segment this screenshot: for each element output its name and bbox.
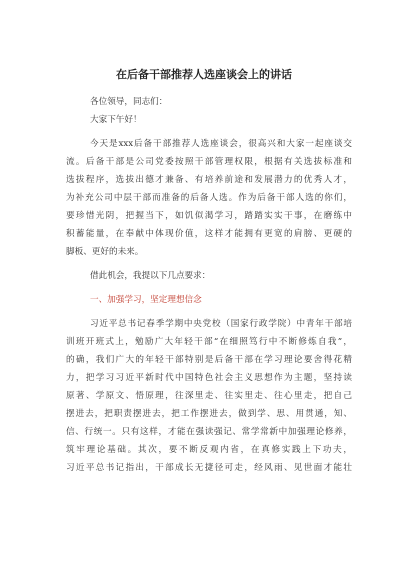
document-title: 在后备干部推荐人选座谈会上的讲话 [116, 68, 292, 81]
paragraph-1-line: 选拔程序，选拔出德才兼备、有培养前途和发展潜力的优秀人才， [66, 175, 352, 185]
paragraph-1-line: 今天是xxx后备干部推荐人选座谈会，很高兴和大家一起座谈交 [90, 139, 352, 149]
paragraph-2: 借此机会，我提以下几点要求： [90, 271, 211, 281]
salutation: 大家下午好！ [90, 115, 142, 125]
paragraph-3-line: 原著、学原文、悟原理，往深里走、往实里走、往心里走，把自己 [66, 391, 352, 401]
paragraph-3-line: 力，把学习习近平新时代中国特色社会主义思想作为主题，坚持读 [66, 373, 352, 383]
paragraph-3-line: 习近平总书记春季学期中央党校（国家行政学院）中青年干部培 [90, 319, 352, 329]
paragraph-3-line: 习近平总书记指出，干部成长无捷径可走，经风雨、见世面才能壮 [66, 463, 352, 473]
paragraph-1-line: 脚板、更好的未来。 [66, 247, 144, 257]
paragraph-3-line: 信、行统一。只有这样，才能在强读强记、常学常新中加强理论修养， [66, 427, 352, 437]
greeting: 各位领导，同志们： [90, 97, 168, 107]
paragraph-3-line: 摆进去，把职责摆进去，把工作摆进去，做到学、思、用贯通，知、 [66, 409, 352, 419]
paragraph-1-line: 要珍惜光阴，把握当下，如饥似渴学习，踏踏实实干事，在磨练中 [66, 211, 352, 221]
paragraph-3-line: 训班开班式上，勉励广大年轻干部“在细照笃行中不断修炼自我”， [66, 337, 352, 347]
paragraph-1-line: 为补充公司中层干部而准备的后备人选。作为后备干部人选的你们， [66, 193, 352, 203]
paragraph-3-line: 筑牢理论基础。其次，要不断反观内省，在真修实践上下功夫， [66, 445, 352, 455]
paragraph-1-line: 流。后备干部是公司党委按照干部管理权限，根据有关选拔标准和 [66, 157, 352, 167]
paragraph-3-line: 的确，我们广大的年轻干部特别是后备干部在学习理论要舍得花精 [66, 355, 352, 365]
paragraph-1-line: 积蓄能量，在奉献中体现价值，这样才能拥有更宽的肩膀、更硬的 [66, 229, 352, 239]
section-heading: 一、加强学习，坚定理想信念 [90, 295, 202, 305]
